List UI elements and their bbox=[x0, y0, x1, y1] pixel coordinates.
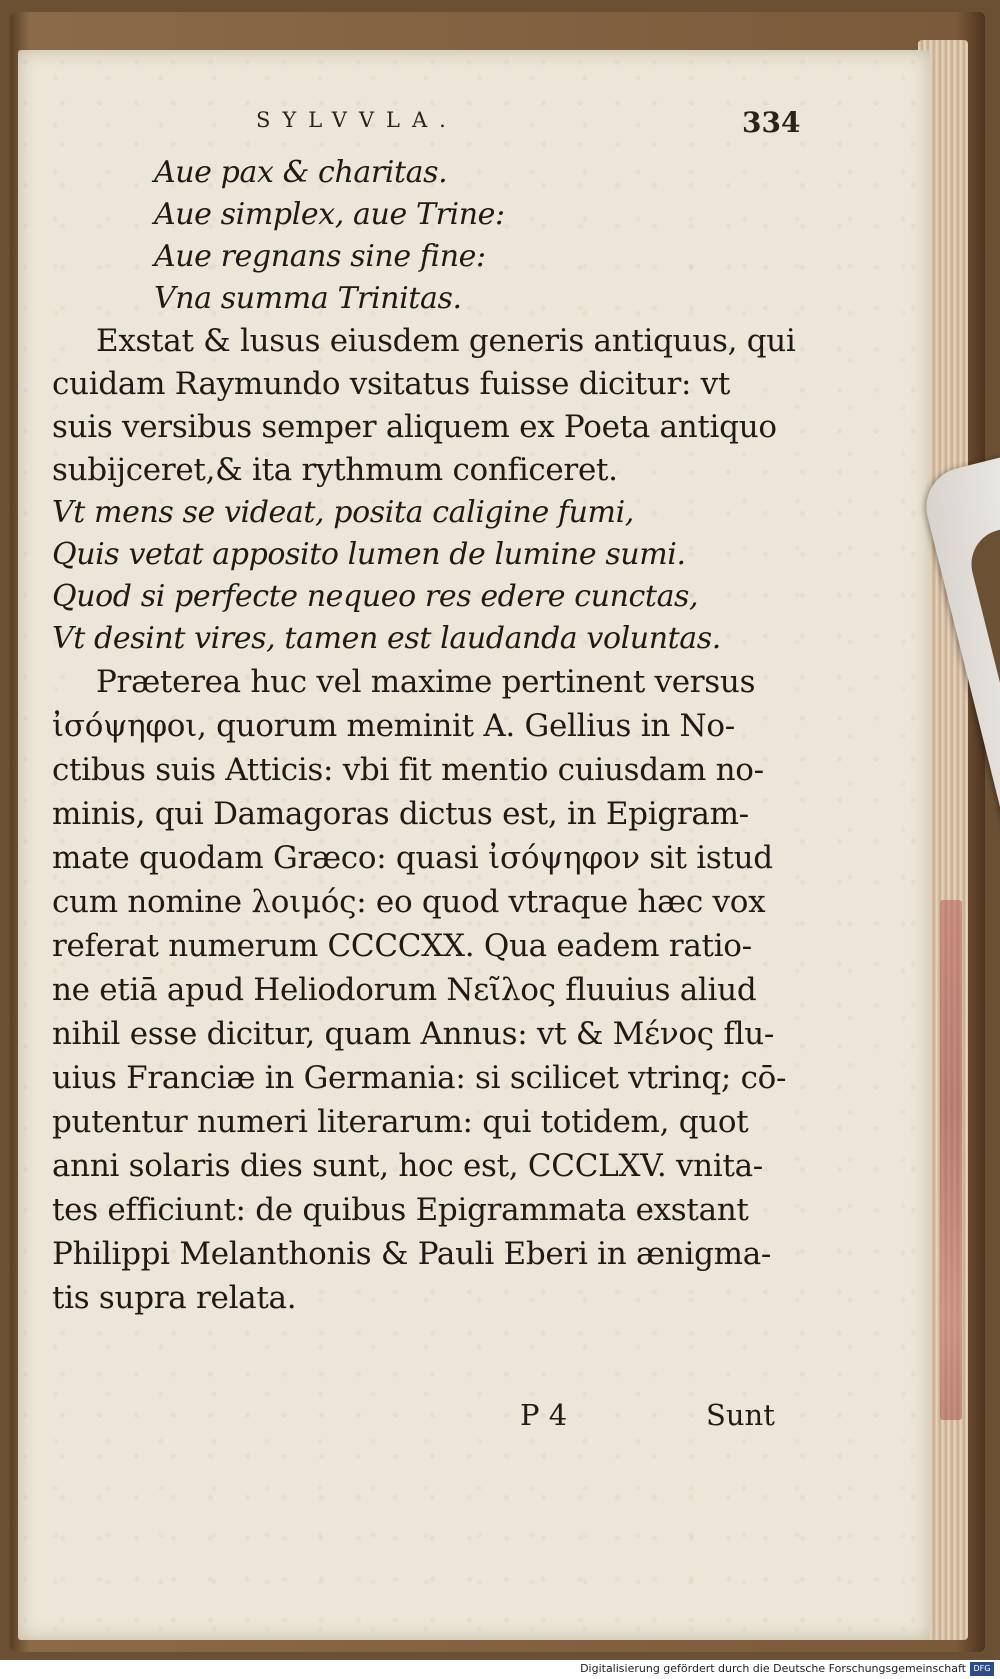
text-line: anni solaris dies sunt, hoc est, CCCLXV. vnita- bbox=[52, 1148, 763, 1184]
text-line: Philippi Melanthonis & Pauli Eberi in ænigma- bbox=[52, 1236, 772, 1272]
dfg-logo: DFG bbox=[970, 1662, 994, 1676]
text-line: Exstat & lusus eiusdem generis antiquus, qui bbox=[96, 323, 796, 359]
text-line: Quis vetat apposito lumen de lumine sumi. bbox=[52, 537, 686, 572]
text-line: uius Franciæ in Germania: si scilicet vtrinq; cō- bbox=[52, 1060, 787, 1096]
text-line: cum nomine λοιμός: eo quod vtraque hæc vox bbox=[52, 884, 766, 920]
text-line: putentur numeri literarum: qui totidem, quot bbox=[52, 1104, 749, 1140]
footer-bar bbox=[0, 1660, 1000, 1679]
text-line: Vna summa Trinitas. bbox=[154, 281, 462, 316]
footer-credit: Digitalisierung gefördert durch die Deutsche Forschungsgemeinschaft bbox=[580, 1662, 966, 1675]
catchword: Sunt bbox=[706, 1398, 775, 1432]
text-line: subijceret,& ita rythmum conficeret. bbox=[52, 452, 618, 488]
text-line: Vt desint vires, tamen est laudanda voluntas. bbox=[52, 621, 721, 656]
text-line: tes efficiunt: de quibus Epigrammata exstant bbox=[52, 1192, 749, 1228]
red-edge-stain bbox=[940, 900, 962, 1420]
text-line: ἰσόψηφοι, quorum meminit A. Gellius in No- bbox=[52, 708, 735, 744]
signature-mark: P 4 bbox=[520, 1398, 568, 1432]
page-number: 334 bbox=[742, 106, 801, 139]
text-line: ctibus suis Atticis: vbi fit mentio cuiusdam no- bbox=[52, 752, 764, 788]
text-line: Aue simplex, aue Trine: bbox=[154, 197, 505, 232]
text-line: Quod si perfecte nequeo res edere cunctas, bbox=[52, 579, 699, 614]
text-line: minis, qui Damagoras dictus est, in Epigram- bbox=[52, 796, 749, 832]
text-line: Vt mens se videat, posita caligine fumi, bbox=[52, 495, 634, 530]
text-line: Aue regnans sine fine: bbox=[154, 239, 486, 274]
text-line: Aue pax & charitas. bbox=[154, 155, 448, 190]
text-line: referat numerum CCCCXX. Qua eadem ratio- bbox=[52, 928, 752, 964]
running-head: SYLVVLA. bbox=[256, 108, 458, 132]
text-line: nihil esse dicitur, quam Annus: vt & Μένος flu- bbox=[52, 1016, 775, 1052]
text-line: cuidam Raymundo vsitatus fuisse dicitur: vt bbox=[52, 366, 731, 402]
text-line: Præterea huc vel maxime pertinent versus bbox=[96, 664, 756, 700]
text-line: mate quodam Græco: quasi ἰσόψηφον sit istud bbox=[52, 840, 773, 876]
text-line: ne etiā apud Heliodorum Νεῖλος fluuius aliud bbox=[52, 972, 757, 1008]
text-line: suis versibus semper aliquem ex Poeta antiquo bbox=[52, 409, 777, 445]
text-line: tis supra relata. bbox=[52, 1280, 297, 1316]
